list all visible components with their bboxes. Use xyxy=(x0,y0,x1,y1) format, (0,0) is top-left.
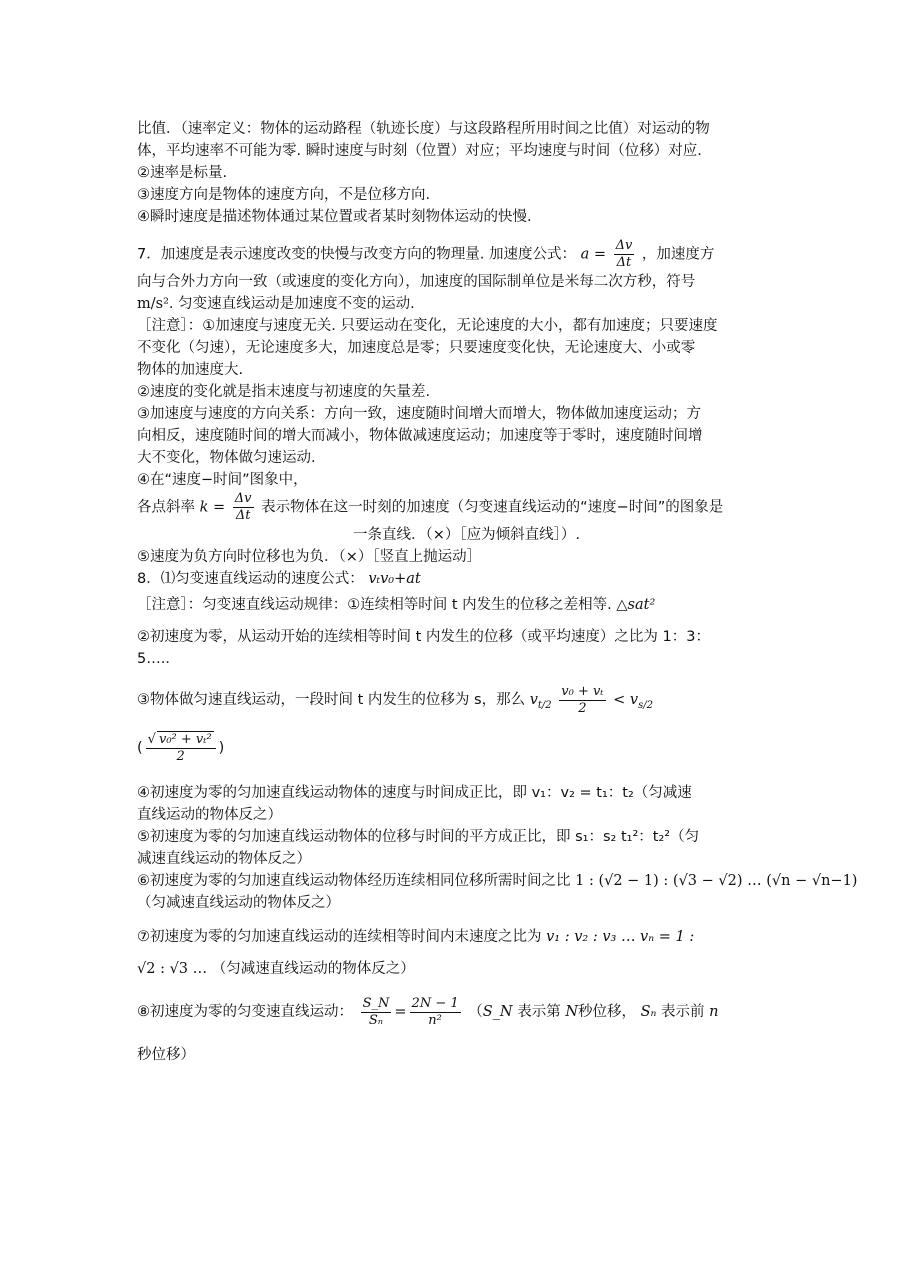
rms-line: ( $\frac{\text{√ v₀² + vₜ²}}{2}$ ) xyxy=(137,732,225,764)
avg-fraction xyxy=(559,684,605,717)
text-line xyxy=(137,870,858,892)
text-span: 表示第 xyxy=(517,1004,561,1020)
symbol: N xyxy=(565,1004,579,1020)
text-span: 表示前 xyxy=(661,1004,705,1020)
text-line: ②速度的变化就是指末速度与初速度的矢量差. xyxy=(137,384,431,400)
document-page xyxy=(137,118,858,1066)
text-span: 表示物体在这一时刻的加速度（匀变速直线运动的“速度−时间”的图象是 xyxy=(261,499,724,516)
section-7-line xyxy=(137,238,773,271)
text-line: 比值．（速率定义：物体的运动路程（轨迹长度）与这段路程所用时间之比值）对运动的物 xyxy=(137,121,710,137)
text-line: 向相反，速度随时间的增大而减小，物体做减速度运动；加速度等于零时，速度随时间增 xyxy=(137,428,703,444)
text-line: ④瞬时速度是描述物体通过某位置或者某时刻物体运动的快慢. xyxy=(137,209,532,225)
text-span: 7．加速度是表示速度改变的快慢与改变方向的物理量. 加速度公式： xyxy=(137,246,576,263)
text-line xyxy=(137,958,773,980)
sn-ratio-line: ⑧初速度为零的匀变速直线运动： $\frac{S\_N}{\text{Sₙ}}$ = $\frac{2N - 1}{\text{n²}}$ （S_N 表示第 N秒位移， Sₙ 表示前 n xyxy=(137,995,719,1028)
text-span: ，加速度方 xyxy=(641,246,715,263)
formula-lhs: a = xyxy=(580,246,606,263)
rms-fraction xyxy=(146,731,216,765)
slope-fraction xyxy=(233,491,254,524)
text-span: （匀减速直线运动的物体反之） xyxy=(211,961,415,977)
displacement-formula: △sat² xyxy=(616,597,656,613)
symbol: Sₙ xyxy=(640,1004,657,1020)
frac-num: v₀ + vₜ xyxy=(561,683,604,699)
text-span: . 匀变速直线运动是加速度不变的运动. xyxy=(168,296,415,312)
sn-rhs-fraction xyxy=(410,996,461,1029)
text-span: （ xyxy=(468,1004,483,1020)
slope-line xyxy=(137,491,773,524)
text-span: 8．⑴匀变速直线运动的速度公式： xyxy=(137,571,364,587)
text-line xyxy=(137,293,773,315)
text-line: 不变化（匀速），无论速度多大，加速度总是零；只要速度变化快，无论速度大、小或零 xyxy=(137,340,696,356)
symbol: S_N xyxy=(482,1004,513,1020)
frac-num: S_N xyxy=(362,995,390,1011)
sn-fraction xyxy=(361,996,392,1029)
text-span: ⑧初速度为零的匀变速直线运动： xyxy=(137,1004,353,1020)
text-line: ③加速度与速度的方向关系：方向一致，速度随时间增大而增大，物体做加速度运动；方 xyxy=(137,406,701,422)
frac-den: Δt xyxy=(233,507,254,524)
text-line: （匀减速直线运动的物体反之） xyxy=(137,895,340,911)
mid-velocity-line xyxy=(137,680,773,720)
frac-den: 2 xyxy=(146,748,216,765)
v-mid-pos: $v_{s/2}$ xyxy=(629,692,653,711)
v-mid-time: $v_{t/2}$ xyxy=(529,692,552,711)
less-than: < xyxy=(613,692,626,708)
frac-den: 2 xyxy=(559,700,605,717)
velocity-formula: vₜv₀+at xyxy=(368,571,421,587)
text-line: ②初速度为零，从运动开始的连续相等时间 t 内发生的位移（或平均速度）之比为 1：3： xyxy=(137,629,710,645)
text-span: 各点斜率 xyxy=(137,499,195,516)
text-line: 物体的加速度大. xyxy=(137,362,244,378)
text-span: 秒位移， xyxy=(578,1004,637,1020)
unit: m/s² xyxy=(137,296,169,312)
text-line: 向与合外力方向一致（或速度的变化方向），加速度的国际制单位是米每二次方秒，符号 xyxy=(137,274,696,290)
text-line: ④初速度为零的匀加速直线运动物体的速度与时间成正比，即 v₁：v₂ = t₁：t₂（匀减速 xyxy=(137,785,692,801)
text-line: 5….． xyxy=(137,651,180,667)
velocity-ratio-cont: √2 : √3 … xyxy=(137,961,208,977)
text-line: 体，平均速率不可能为零. 瞬时速度与时刻（位置）对应；平均速度与时间（位移）对应. xyxy=(137,143,702,159)
time-ratio: 1 : (√2 − 1) : (√3 − √2) … (√n − √n−1) xyxy=(575,873,858,889)
text-line xyxy=(137,568,773,590)
frac-num: Δv xyxy=(615,238,633,253)
text-line: ②速率是标量. xyxy=(137,165,228,181)
text-line xyxy=(137,924,773,950)
text-line: 一条直线．（×）［应为倾斜直线］）. xyxy=(353,527,581,543)
frac-num: Δv xyxy=(234,491,252,506)
text-line: ⑤速度为负方向时位移也为负．（×）［竖直上抛运动］ xyxy=(137,549,482,565)
text-line: ⑤初速度为零的匀加速直线运动物体的位移与时间的平方成正比，即 s₁：s₂ t₁²：t₂²（匀 xyxy=(137,829,700,845)
text-line: ［注意］：①加速度与速度无关. 只要运动在变化，无论速度的大小，都有加速度；只要速度 xyxy=(137,318,718,334)
frac-den: n² xyxy=(410,1012,461,1029)
text-line: ③速度方向是物体的速度方向，不是位移方向. xyxy=(137,187,431,203)
text-span: ［注意］：匀变速直线运动规律：①连续相等时间 t 内发生的位移之差相等. xyxy=(137,597,612,613)
symbol: n xyxy=(709,1004,719,1020)
text-line: 大不变化，物体做匀速运动. xyxy=(137,450,316,466)
formula-lhs: k = xyxy=(199,499,226,516)
accel-fraction xyxy=(614,238,635,271)
text-line: 直线运动的物体反之） xyxy=(137,807,282,823)
text-line: ④在“速度−时间”图象中， xyxy=(137,472,308,488)
text-span: ③物体做匀速直线运动，一段时间 t 内发生的位移为 s，那么 xyxy=(137,692,526,708)
text-line: 减速直线运动的物体反之） xyxy=(137,851,311,867)
frac-den: Δt xyxy=(614,254,635,271)
text-line xyxy=(137,594,773,616)
text-span: ⑦初速度为零的匀加速直线运动的连续相等时间内末速度之比为 xyxy=(137,929,542,945)
velocity-ratio: v₁ : v₂ : v₃ … vₙ = 1 : xyxy=(546,929,695,945)
text-line: 秒位移） xyxy=(137,1047,195,1063)
frac-num: 2N − 1 xyxy=(411,995,459,1011)
frac-den: Sₙ xyxy=(361,1012,392,1029)
text-span: ⑥初速度为零的匀加速直线运动物体经历连续相同位移所需时间之比 xyxy=(137,873,571,889)
frac-num: √ v₀² + vₜ² xyxy=(147,732,212,747)
